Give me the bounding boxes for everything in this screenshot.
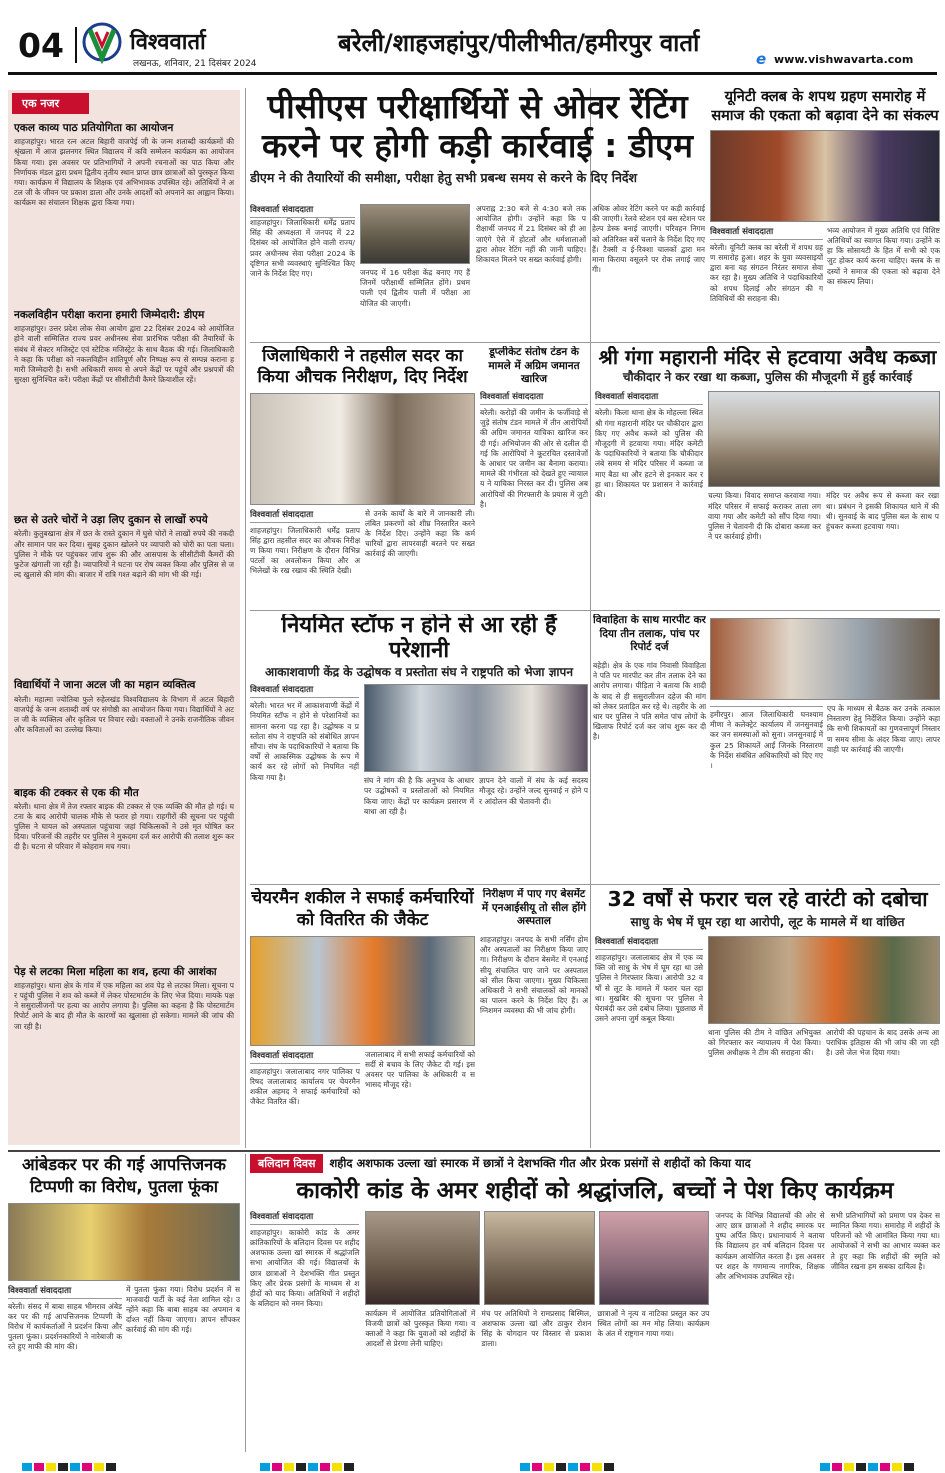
- ganga-temple-story: [595, 346, 940, 604]
- ganga-body: मंदिर पर अवैध रूप से कब्जा कर रखा था। प्रबंधन ने इसकी शिकायत थाने में की थी। सुनवाई के बाद पुलिस बल के साथ पहुंचकर कब्जा हटवाया गया।: [826, 491, 939, 531]
- paper-name: विश्ववार्ता: [130, 30, 206, 55]
- registration-swatch: [868, 1463, 878, 1471]
- divorce-body: बहेड़ी। क्षेत्र के एक गांव निवासी विवाहिता ने पति पर मारपीट कर तीन तलाक देने का आरोप लगाया। पीड़िता ने बताया कि शादी के बाद से ही ससुरालीजन दहेज की मांग को लेकर प्रताड़ित कर रहे थे। तहरीर के आधार पर पुलिस ने पति समेत पांच लोगों के खिलाफ रिपोर्ट दर्ज कर जांच शुरू कर दी है।: [593, 660, 706, 742]
- registration-swatch: [58, 1463, 68, 1471]
- balidan-story: [250, 1154, 940, 1454]
- warrant-story: [595, 888, 940, 1144]
- unity-byline: विश्ववार्ता संवाददाता: [710, 226, 823, 240]
- registration-swatch: [544, 1463, 554, 1471]
- registration-swatch: [308, 1463, 318, 1471]
- staff-body: बरेली। भारत भर में आकाशवाणी केंद्रों में नियमित स्टॉफ न होने से परेशानियों का सामना करना पड़ रहा है। उद्घोषक व प्रस्तोता संघ ने राष्ट्रपति को संबोधित ज्ञापन सौंपा। संघ के पदाधिकारियों ने बताया कि वर्षों से आकस्मिक उद्घोषक के रूप में कार्य कर रहे लोगों को नियमित नहीं किया गया है।: [250, 701, 359, 782]
- dm-inspection-story: [250, 346, 475, 604]
- brief-headline: नकलविहीन परीक्षा कराना हमारी जिम्मेदारी: डीएम: [14, 309, 205, 322]
- ganga-headline: श्री गंगा महारानी मंदिर से हटवाया अवैध कब्जा: [598, 346, 937, 369]
- registration-swatch: [832, 1463, 842, 1471]
- lead-body: अपराह्न 2:30 बजे से 4:30 बजे तक आयोजित होगी। उन्होंने कहा कि परीक्षार्थी जनपद में 21 दिसंबर को ही आ जाएंगे ऐसे में होटलों और धर्मशालाओं द्वारा ओवर रेटिंग नहीं की जानी चाहिए। शिकायत मिलने पर सख्त कार्रवाई होगी।: [476, 204, 586, 265]
- registration-swatch: [82, 1463, 92, 1471]
- registration-swatch: [296, 1463, 306, 1471]
- registration-swatch: [568, 1463, 578, 1471]
- warrant-body: थाना पुलिस की टीम ने वांछित अभियुक्त को गिरफ्तार कर न्यायालय में पेश किया। पुलिस अधीक्षक ने टीम की सराहना की।: [708, 1027, 821, 1058]
- dm-inspection-headline: जिलाधिकारी ने तहसील सदर का किया औचक निरीक्षण, दिए निर्देश: [257, 346, 468, 388]
- masthead-divider: [75, 27, 77, 63]
- website-link[interactable]: www.vishwavarta.com: [774, 53, 914, 66]
- warrant-byline: विश्ववार्ता संवाददाता: [595, 936, 703, 950]
- jansunwai-byline: [710, 704, 823, 707]
- staff-byline: विश्ववार्ता संवाददाता: [250, 684, 359, 698]
- ambedkar-photo: [8, 1203, 240, 1281]
- registration-swatch: [22, 1463, 32, 1471]
- balidan-body: सभी प्रतिभागियों को प्रमाण पत्र देकर सम्मानित किया गया। समारोह में शहीदों के परिजनों को भी आमंत्रित किया गया था। आयोजकों ने सभी का आभार व्यक्त करते हुए कहा कि शहीदों की स्मृति को जीवित रखना हम सबका दायित्व है।: [830, 1210, 940, 1271]
- brief-headline: छत से उतरे चोरों ने उड़ा लिए दुकान से लाखों रुपये: [14, 514, 208, 527]
- registration-swatch: [532, 1463, 542, 1471]
- lead-photo: [360, 204, 470, 264]
- registration-swatch: [260, 1463, 270, 1471]
- registration-swatch: [332, 1463, 342, 1471]
- balidan-photo: [484, 1211, 595, 1305]
- shakeel-headline: चेयरमैन शकील ने सफाई कर्मचारियों को वितरित की जैकेट: [251, 888, 474, 930]
- paper-logo-icon: [82, 20, 122, 64]
- registration-swatch: [580, 1463, 590, 1471]
- staff-subhead: आकाशवाणी केंद्र के उद्घोषक व प्रस्तोता संघ ने राष्ट्रपति को भेजा ज्ञापन: [265, 665, 573, 680]
- ambedkar-body: बरेली। संसद में बाबा साहब भीमराव अंबेडकर पर की गई आपत्तिजनक टिप्पणी के विरोध में कार्यकर्ताओं ने प्रदर्शन किया और पुतला फूंका। प्रदर्शनकारियों ने नारेबाजी करते हुए माफी की मांग की।: [8, 1301, 122, 1352]
- registration-swatch: [556, 1463, 566, 1471]
- ambedkar-headline: आंबेडकर पर की गई आपत्तिजनक टिप्पणी का विरोध, पुतला फूंका: [22, 1155, 226, 1197]
- web-icon: e: [756, 50, 767, 68]
- masthead: [0, 0, 945, 78]
- registration-swatch: [604, 1463, 614, 1471]
- registration-swatch: [106, 1463, 116, 1471]
- registration-swatch: [520, 1463, 530, 1471]
- shakeel-story: [250, 888, 475, 1144]
- ganga-body: बरेली। किला थाना क्षेत्र के मोहल्ला स्थित श्री गंगा महारानी मंदिर पर चौकीदार द्वारा किए गए अवैध कब्जे को पुलिस की मौजूदगी में हटवाया गया। मंदिर कमेटी के पदाधिकारियों ने बताया कि चौकीदार लंबे समय से मंदिर परिसर में कब्जा जमाए बैठा था और हटने से इनकार कर रहा था। शिकायत पर प्रशासन ने कार्रवाई की।: [595, 408, 703, 500]
- jansunwai-body: एप के माध्यम से बैठक कर उनके तत्काल निस्तारण हेतु निर्देशित किया। उन्होंने कहा कि सभी शिकायतों का गुणवत्तापूर्ण निस्तारण समय सीमा के अंदर किया जाए। लापरवाही पर कार्रवाई की जाएगी।: [827, 704, 940, 754]
- balidan-photo: [599, 1211, 710, 1305]
- unity-photo: [710, 130, 940, 222]
- basement-headline: निरीक्षण में पाए गए बेसमेंट में एनआईसीयू तो सील होंगे अस्पताल: [481, 888, 587, 928]
- balidan-body: शाहजहांपुर। काकोरी कांड के अमर क्रांतिकारियों के बलिदान दिवस पर शहीद अशफाक उल्ला खां स्मारक में श्रद्धांजलि सभा आयोजित की गई। विद्यालयों के छात्र छात्राओं ने देशभक्ति गीत प्रस्तुत किए और प्रेरक प्रसंगों के माध्यम से शहीदों को याद किया। अतिथियों ने शहीदों के बलिदान को नमन किया।: [250, 1227, 360, 1309]
- balidan-kicker: शहीद अशफाक उल्ला खां स्मारक में छात्रों ने देशभक्ति गीत और प्रेरक प्रसंगों से शहीदों को किया याद: [329, 1156, 751, 1170]
- registration-swatch: [46, 1463, 56, 1471]
- lead-byline: विश्ववार्ता संवाददाता: [250, 204, 355, 218]
- balidan-photo: [365, 1211, 480, 1305]
- ek-nazar-box: [8, 90, 240, 1145]
- registration-swatch: [70, 1463, 80, 1471]
- unity-club-story: [710, 88, 940, 336]
- jansunwai-body: हमीरपुर। आज जिलाधिकारी घनश्याम मीणा ने कलेक्ट्रेट कार्यालय में जनसुनवाई कर जन समस्याओं को सुना। जनसुनवाई में कुल 25 शिकायतें आईं जिनके निस्तारण के निर्देश संबंधित अधिकारियों को दिए गए।: [710, 710, 823, 771]
- registration-swatch: [880, 1463, 890, 1471]
- jansunwai-photo: [710, 618, 940, 700]
- warrant-body: शाहजहांपुर। जलालाबाद क्षेत्र में एक व्यक्ति जो साधु के भेष में घूम रहा था उसे पुलिस ने गिरफ्तार किया। आरोपी 32 वर्षों से लूट के मामले में फरार चल रहा था। मुखबिर की सूचना पर पुलिस ने घेराबंदी कर उसे दबोच लिया। पूछताछ में उसने अपना जुर्म कबूल किया।: [595, 952, 703, 1024]
- registration-swatch: [904, 1463, 914, 1471]
- unity-body: भव्य आयोजन में मुख्य अतिथि एवं विशिष्ट अतिथियों का स्वागत किया गया। उन्होंने कहा कि सोसायटी के हित में सभी को एकजुट होकर कार्य करना चाहिए। क्लब के सदस्यों ने समाज की एकता को बढ़ावा देने का संकल्प लिया।: [827, 225, 940, 286]
- divorce-headline: विवाहिता के साथ मारपीट कर दिया तीन तलाक, पांच पर रिपोर्ट दर्ज: [593, 614, 706, 654]
- staff-headline: नियमित स्टॉफ न होने से आ रही हैं परेशानी: [281, 614, 557, 663]
- ganga-photo: [708, 391, 940, 487]
- brief-body: शाहजहांपुर। उत्तर प्रदेश लोक सेवा आयोग द्वारा 22 दिसंबर 2024 को आयोजित होने वाली सम्मिलित राज्य प्रवर अधीनस्थ सेवा प्रारंभिक परीक्षा की तैयारियों के संबंध में सेक्टर मजिस्ट्रेट एवं स्टेटिक मजिस्ट्रेट के साथ बैठक की गई। जिलाधिकारी ने कहा कि परीक्षा को नकलविहीन शांतिपूर्ण और निष्पक्ष रूप से सम्पन्न कराना हमारी जिम्मेदारी है। सभी अधिकारी समय से अपने केंद्रों पर पहुंचें और प्रश्नपत्रों की सुरक्षा सुनिश्चित करें। परीक्षा केंद्रों पर सीसीटीवी कैमरे क्रियाशील रहें।: [14, 324, 234, 385]
- registration-swatch: [344, 1463, 354, 1471]
- registration-swatch: [272, 1463, 282, 1471]
- lead-story: [250, 88, 705, 336]
- balidan-body: कार्यक्रम में आयोजित प्रतियोगिताओं में विजयी छात्रों को पुरस्कृत किया गया। वक्ताओं ने कहा कि युवाओं को शहीदों के आदर्शों से प्रेरणा लेनी चाहिए।: [365, 1308, 476, 1349]
- basement-body: शाहजहांपुर। जनपद के सभी नर्सिंग होम और अस्पतालों का निरीक्षण किया जाएगा। निरीक्षण के दौरान बेसमेंट में एनआईसीयू संचालित पाए जाने पर अस्पताल को सील किया जाएगा। मुख्य चिकित्सा अधिकारी ने सभी संचालकों को मानकों का पालन करने के निर्देश दिए हैं। अग्निशमन व्यवस्था की भी जांच होगी।: [480, 934, 588, 1016]
- balidan-headline: काकोरी कांड के अमर शहीदों को श्रद्धांजलि, बच्चों ने पेश किए कार्यक्रम: [296, 1178, 894, 1204]
- lead-headline: पीसीएस परीक्षार्थियों से ओवर रेंटिंग करने पर होगी कड़ी कार्रवाई : डीएम: [262, 88, 693, 165]
- balidan-tag: बलिदान दिवस: [250, 1154, 323, 1173]
- staff-body: संघ ने मांग की है कि अनुभव के आधार पर उद्घोषकों व प्रस्तोताओं को नियमित किया जाए। केंद्रों पर कार्यक्रम प्रसारण में बाधा आ रही है।: [364, 776, 474, 816]
- lead-body: अधिक ओवर रेटिंग करने पर कड़ी कार्रवाई की जाएगी। रेलवे स्टेशन एवं बस स्टेशन पर हेल्प डेस्क बनाई जाएगी। परिवहन निगम को अतिरिक्त बसें चलाने के निर्देश दिए गए हैं। टैक्सी व ई-रिक्शा चालकों द्वारा मनमाना किराया वसूलने पर रोक लगाई जाएगी।: [592, 204, 705, 275]
- registration-swatch: [844, 1463, 854, 1471]
- staff-story: [250, 614, 588, 878]
- ek-nazar-label: एक नजर: [12, 93, 89, 114]
- balidan-byline: विश्ववार्ता संवाददाता: [250, 1211, 359, 1225]
- registration-swatch: [320, 1463, 330, 1471]
- tandon-headline: डूप्लीकेट संतोष टंडन के मामले में अग्रिम जमानत खारिज: [488, 346, 580, 386]
- ambedkar-byline: विश्ववार्ता संवाददाता: [8, 1285, 122, 1299]
- page-number: 04: [18, 26, 64, 65]
- shakeel-body: शाहजहांपुर। जलालाबाद नगर पालिका परिषद जलालाबाद कार्यालय पर चेयरमैन शकील अहमद ने सफाई कर्मचारियों को जैकेट वितरित कीं।: [250, 1066, 360, 1107]
- warrant-subhead: साधु के भेष में घूम रहा था आरोपी, लूट के मामले में था वांछित: [630, 914, 905, 929]
- unity-headline: यूनिटी क्लब के शपथ ग्रहण समारोह में समाज की एकता को बढ़ावा देने का संकल्प: [711, 89, 939, 124]
- brief-body: शाहजहांपुर। भारत रत्न अटल बिहारी वाजपेई जी के जन्म शताब्दी कार्यक्रमों की श्रृंखला में आज झलनगर स्थित विद्यालय में कवि सम्मेलन कार्यक्रम का आयोजन किया गया। इस अवसर पर प्रतिभागियों ने अपनी रचनाओं का पाठ किया और निर्णायक मंडल द्वारा प्रथम द्वितीय तृतीय स्थान प्राप्त छात्र छात्राओं को पुरस्कृत किया गया। कार्यक्रम में विद्यालय के शिक्षक एवं अभिभावक उपस्थित रहे। अतिथियों ने अटल जी के जीवन पर प्रकाश डाला और उनके आदर्शों को अपनाने का आह्वान किया। कार्यक्रम का संचालन शिक्षक द्वारा किया गया।: [14, 137, 234, 208]
- basement-story: [480, 888, 588, 1144]
- tandon-story: [480, 346, 588, 604]
- ganga-body: चल्या किया। विवाद समाप्त करवाया गया। मंदिर परिसर में सफाई कराकर ताला लगवाया गया और कमेटी को सौंप दिया गया। पुलिस ने चेतावनी दी कि दोबारा कब्जा करने पर कार्रवाई होगी।: [708, 491, 821, 542]
- lead-body: जनपद में 16 परीक्षा केंद्र बनाए गए हैं जिनमें परीक्षार्थी सम्मिलित होंगे। प्रथम पाली एवं द्वितीय पाली में परीक्षा आयोजित की जाएगी।: [360, 268, 470, 308]
- balidan-body: जनपद के विभिन्न विद्यालयों की ओर से आए छात्र छात्राओं ने शहीद स्मारक पर पुष्प अर्पित किए। प्रधानाचार्य ने बताया कि विद्यालय हर वर्ष बलिदान दिवस पर कार्यक्रम आयोजित करता है। इस अवसर पर शहर के गणमान्य नागरिक, शिक्षक और अभिभावक उपस्थित रहे।: [715, 1210, 825, 1281]
- section-title: बरेली/शाहजहांपुर/पीलीभीत/हमीरपुर वार्ता: [338, 29, 700, 57]
- registration-swatch: [856, 1463, 866, 1471]
- registration-swatch: [94, 1463, 104, 1471]
- registration-swatch: [284, 1463, 294, 1471]
- balidan-body: मंच पर अतिथियों ने रामप्रसाद बिस्मिल, अशफाक उल्ला खां और ठाकुर रोशन सिंह के योगदान पर विस्तार से प्रकाश डाला।: [481, 1308, 592, 1349]
- registration-swatch: [34, 1463, 44, 1471]
- lead-subhead: डीएम ने की तैयारियों की समीक्षा, परीक्षा हेतु सभी प्रबन्ध समय से करने के दिए निर्देश: [250, 169, 638, 185]
- staff-body: ज्ञापन देने वालों में संघ के कई सदस्य मौजूद रहे। उन्होंने जल्द सुनवाई न होने पर आंदोलन की चेतावनी दी।: [479, 776, 588, 806]
- ambedkar-body: में पुतला फूंका गया। विरोध प्रदर्शन में समाजवादी पार्टी के कई नेता शामिल रहे। उन्होंने कहा कि बाबा साहब का अपमान बर्दाश्त नहीं किया जाएगा। ज्ञापन सौंपकर कार्रवाई की मांग की गई।: [126, 1284, 240, 1335]
- brief-body: शाहजहांपुर। थाना क्षेत्र के गांव में एक महिला का शव पेड़ से लटका मिला। सूचना पर पहुंची पुलिस ने शव को कब्जे में लेकर पोस्टमार्टम के लिए भेज दिया। मायके पक्ष ने ससुरालीजनों पर हत्या का आरोप लगाया है। पुलिस का कहना है कि पोस्टमार्टम रिपोर्ट आने के बाद ही मौत के कारणों का खुलासा हो सकेगा। मामले की जांच की जा रही है।: [14, 980, 234, 1031]
- staff-photo: [364, 684, 588, 772]
- registration-swatch: [892, 1463, 902, 1471]
- dm-inspection-body: से उनके कार्यों के बारे में जानकारी ली। लंबित प्रकरणों को शीघ्र निस्तारित करने के निर्देश दिए। उन्होंने कहा कि कर्मचारियों द्वारा लापरवाही बरतने पर सख्त कार्रवाई की जाएगी।: [365, 508, 475, 559]
- registration-marks-svg: [0, 1460, 945, 1473]
- dm-inspection-body: शाहजहांपुर। जिलाधिकारी धर्मेंद्र प्रताप सिंह द्वारा तहसील सदर का औचक निरीक्षण किया गया। निरीक्षण के दौरान विभिन्न पटलों का अवलोकन किया और अभिलेखों के रख रखाव की स्थिति देखी।: [250, 525, 360, 576]
- balidan-body: छात्राओं ने नृत्य व नाटिका प्रस्तुत कर उपस्थित लोगों का मन मोह लिया। कार्यक्रम के अंत में राष्ट्रगान गाया गया।: [597, 1308, 710, 1339]
- tandon-byline: विश्ववार्ता संवाददाता: [480, 391, 588, 405]
- registration-swatch: [592, 1463, 602, 1471]
- unity-body: बरेली। यूनिटी क्लब का बरेली में शपथ ग्रहण समारोह हुआ। शहर के युवा व्यवसाइयों द्वारा बना यह संगठन निरंतर समाज सेवा कर रहा है। मुख्य अतिथि ने पदाधिकारियों को शपथ दिलाई और संगठन की गतिविधियों की सराहना की।: [710, 242, 823, 303]
- registration-swatch: [820, 1463, 830, 1471]
- ambedkar-story: [8, 1154, 240, 1454]
- brief-headline: विद्यार्थियों ने जाना अटल जी का महान व्यक्तित्व: [14, 679, 196, 692]
- tandon-body: बरेली। करोड़ों की जमीन के फर्जीवाड़े से जुड़े संतोष टंडन मामले में तीन आरोपियों की अग्रिम जमानत याचिका खारिज कर दी गई। अभियोजन की ओर से दलील दी गई कि आरोपियों ने कूटरचित दस्तावेजों के आधार पर जमीन का बैनामा कराया। मामले की गंभीरता को देखते हुए न्यायालय ने याचिका निरस्त कर दी। पुलिस अब आरोपियों की गिरफ्तारी के प्रयास में जुटी है।: [480, 407, 588, 509]
- shakeel-byline: विश्ववार्ता संवाददाता: [250, 1050, 360, 1064]
- lead-body: शाहजहांपुर। जिलाधिकारी धर्मेंद्र प्रताप सिंह की अध्यक्षता में जनपद में 22 दिसंबर को आयोजित होने वाली राज्य/प्रवर अधीनस्थ सेवा परीक्षा 2024 के दृष्टिगत सभी व्यवस्थाएं सुनिश्चित किए जाने के निर्देश दिए गए।: [250, 218, 355, 279]
- city-date: लखनऊ, शनिवार, 21 दिसंबर 2024: [133, 59, 257, 69]
- shakeel-photo: [250, 936, 475, 1046]
- brief-body: बरेली। थाना क्षेत्र में तेज रफ्तार बाइक की टक्कर से एक व्यक्ति की मौत हो गई। घटना के बाद आरोपी चालक मौके से फरार हो गया। राहगीरों की सूचना पर पहुंची पुलिस ने घायल को अस्पताल पहुंचाया जहां चिकित्सकों ने उसे मृत घोषित कर दिया। परिजनों की तहरीर पर पुलिस ने मुकदमा दर्ज कर आरोपी की तलाश शुरू कर दी है। घटना से परिवार में कोहराम मच गया।: [14, 801, 234, 852]
- jansunwai-story: [710, 614, 940, 878]
- masthead-rule: [8, 72, 937, 75]
- dm-inspection-photo: [250, 393, 475, 505]
- warrant-headline: 32 वर्षों से फरार चल रहे वारंटी को दबोचा: [607, 888, 928, 911]
- brief-headline: बाइक की टक्कर से एक की मौत: [14, 786, 139, 799]
- ganga-byline: विश्ववार्ता संवाददाता: [595, 391, 703, 405]
- divorce-story: [593, 614, 706, 878]
- dm-inspection-byline: विश्ववार्ता संवाददाता: [250, 509, 360, 523]
- registration-marks: [0, 1459, 945, 1473]
- brief-headline: पेड़ से लटका मिला महिला का शव, हत्या की आशंका: [14, 965, 217, 978]
- shakeel-body: जलालाबाद में सभी सफाई कर्मचारियों को सर्दी से बचाव के लिए जैकेट दी गई। इस अवसर पर पालिका के अधिकारी व सभासद मौजूद रहे।: [365, 1049, 475, 1090]
- warrant-photo: [708, 936, 940, 1024]
- brief-headline: एकल काव्य पाठ प्रतियोगिता का आयोजन: [14, 122, 174, 134]
- brief-body: बरेली। महात्मा ज्योतिबा फुले रुहेलखंड विश्वविद्यालय के विभाग में अटल बिहारी वाजपेई के जन्म शताब्दी वर्ष पर संगोष्ठी का आयोजन किया गया। विद्यार्थियों ने अटल जी के व्यक्तित्व और कृतित्व पर विचार रखे। वक्ताओं ने उनके राजनीतिक जीवन और कविताओं का उल्लेख किया।: [14, 694, 234, 735]
- brief-body: बरेली। कुतुबखाना क्षेत्र में छत के रास्ते दुकान में घुसे चोरों ने लाखों रुपये की नकदी और सामान पार कर दिया। सुबह दुकान खोलने पर व्यापारी को चोरी का पता चला। पुलिस ने मौके पर पहुंचकर जांच शुरू की और आसपास के सीसीटीवी कैमरों की फुटेज खंगाली जा रही है। व्यापारियों ने घटना पर रोष व्यक्त किया और पुलिस से जल्द खुलासे की मांग की। बाजार में रात्रि गश्त बढ़ाने की मांग भी की गई।: [14, 529, 234, 580]
- warrant-body: आरोपी की पहचान के बाद उसके अन्य आपराधिक इतिहास की भी जांच की जा रही है। उसे जेल भेज दिया गया।: [826, 1027, 939, 1058]
- ganga-subhead: चौकीदार ने कर रखा था कब्जा, पुलिस की मौजूदगी में हुई कार्रवाई: [622, 370, 913, 385]
